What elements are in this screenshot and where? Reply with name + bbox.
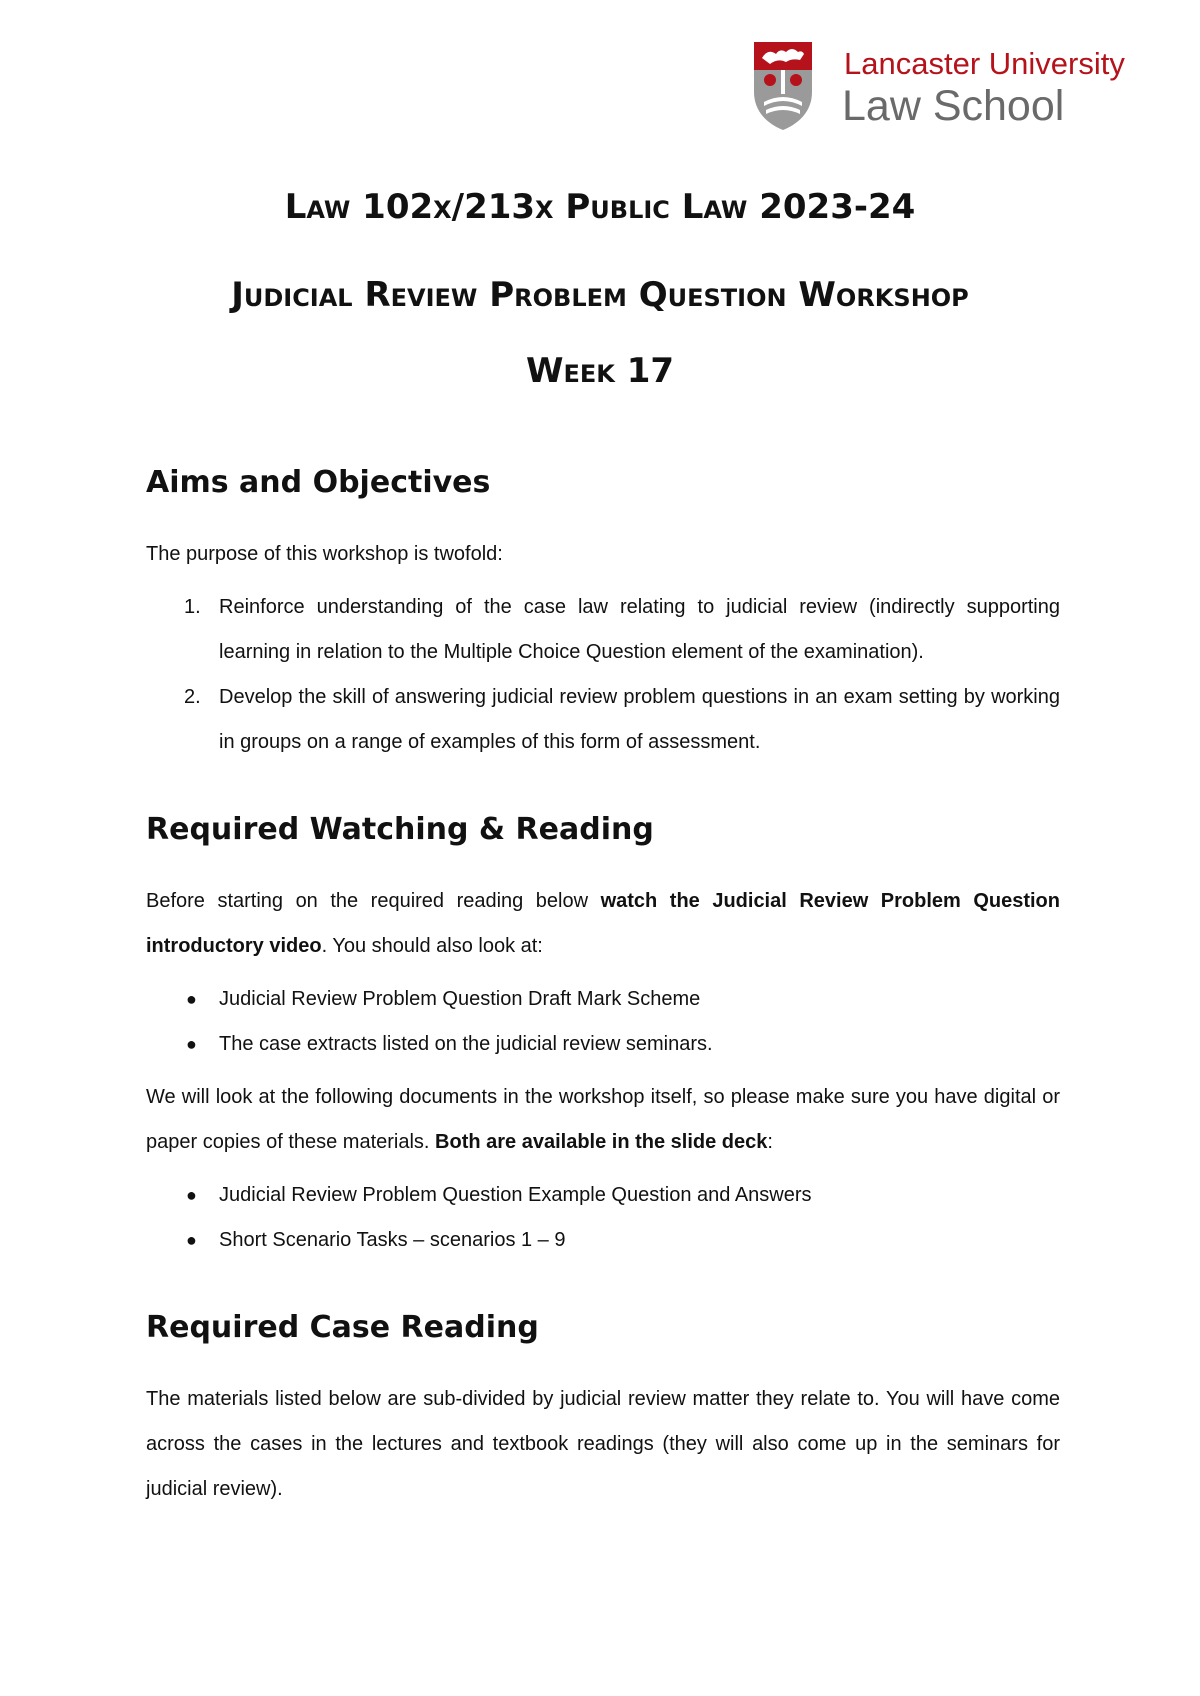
aims-heading: Aims and Objectives (146, 465, 491, 500)
case-reading-section (146, 1303, 1060, 1512)
video-instruction: watch the Judicial Review Problem Question introductory video (146, 890, 1060, 957)
list-item-text: The case extracts listed on the judicial review seminars. (219, 1033, 713, 1055)
week-title: Week 17 (525, 351, 675, 391)
list-item (146, 1218, 1060, 1263)
aims-section (146, 458, 1060, 765)
list-number: 1. (184, 596, 201, 618)
documents-text-a: We will look at the following documents in the workshop itself, so please make sure you have digital or paper copies of these materials. (146, 1086, 1060, 1153)
course-title: Law 102x/213x Public Law 2023-24 (284, 187, 916, 227)
watching-bullets (146, 977, 1060, 1067)
watching-text-a: Before starting on the required reading below (146, 890, 601, 912)
slide-deck-note: Both are available in the slide deck (435, 1131, 768, 1153)
documents-text-c: : (767, 1131, 773, 1153)
list-item (146, 675, 1060, 765)
bullet-icon: ● (186, 1185, 197, 1205)
watching-text-c: . You should also look at: (321, 935, 543, 957)
aims-list (146, 585, 1060, 765)
logo-school-name: Law School (842, 82, 1065, 130)
document-body (146, 458, 1060, 1512)
list-item (146, 585, 1060, 675)
bullet-icon: ● (186, 1034, 197, 1054)
documents-bullets (146, 1173, 1060, 1263)
list-item (146, 1022, 1060, 1067)
watching-heading: Required Watching & Reading (146, 812, 654, 847)
watching-paragraph (146, 879, 1060, 969)
list-item-text: Develop the skill of answering judicial review problem questions in an exam setting by working in groups on a range of examples of this form of assessment. (219, 686, 1060, 753)
documents-paragraph (146, 1075, 1060, 1165)
shield-crest-icon (752, 40, 814, 132)
list-item (146, 977, 1060, 1022)
case-reading-heading: Required Case Reading (146, 1310, 539, 1345)
watching-section (146, 805, 1060, 1263)
case-reading-paragraph: The materials listed below are sub-divided by judicial review matter they relate to. You will have come across the cases in the lectures and textbook readings (they will also come up in the seminars for judicial review). (146, 1388, 1060, 1500)
logo-university-name: Lancaster University (844, 46, 1125, 81)
list-item-text: Reinforce understanding of the case law relating to judicial review (indirectly supporting learning in relation to the Multiple Choice Question element of the examination). (219, 596, 1060, 663)
aims-intro: The purpose of this workshop is twofold: (146, 543, 503, 565)
list-item (146, 1173, 1060, 1218)
bullet-icon: ● (186, 989, 197, 1009)
workshop-title: Judicial Review Problem Question Workshop (231, 275, 969, 315)
list-item-text: Short Scenario Tasks – scenarios 1 – 9 (219, 1229, 566, 1251)
list-item-text: Judicial Review Problem Question Draft Mark Scheme (219, 988, 701, 1010)
list-number: 2. (184, 686, 201, 708)
university-logo (752, 40, 1132, 140)
list-item-text: Judicial Review Problem Question Example Question and Answers (219, 1184, 812, 1206)
bullet-icon: ● (186, 1230, 197, 1250)
